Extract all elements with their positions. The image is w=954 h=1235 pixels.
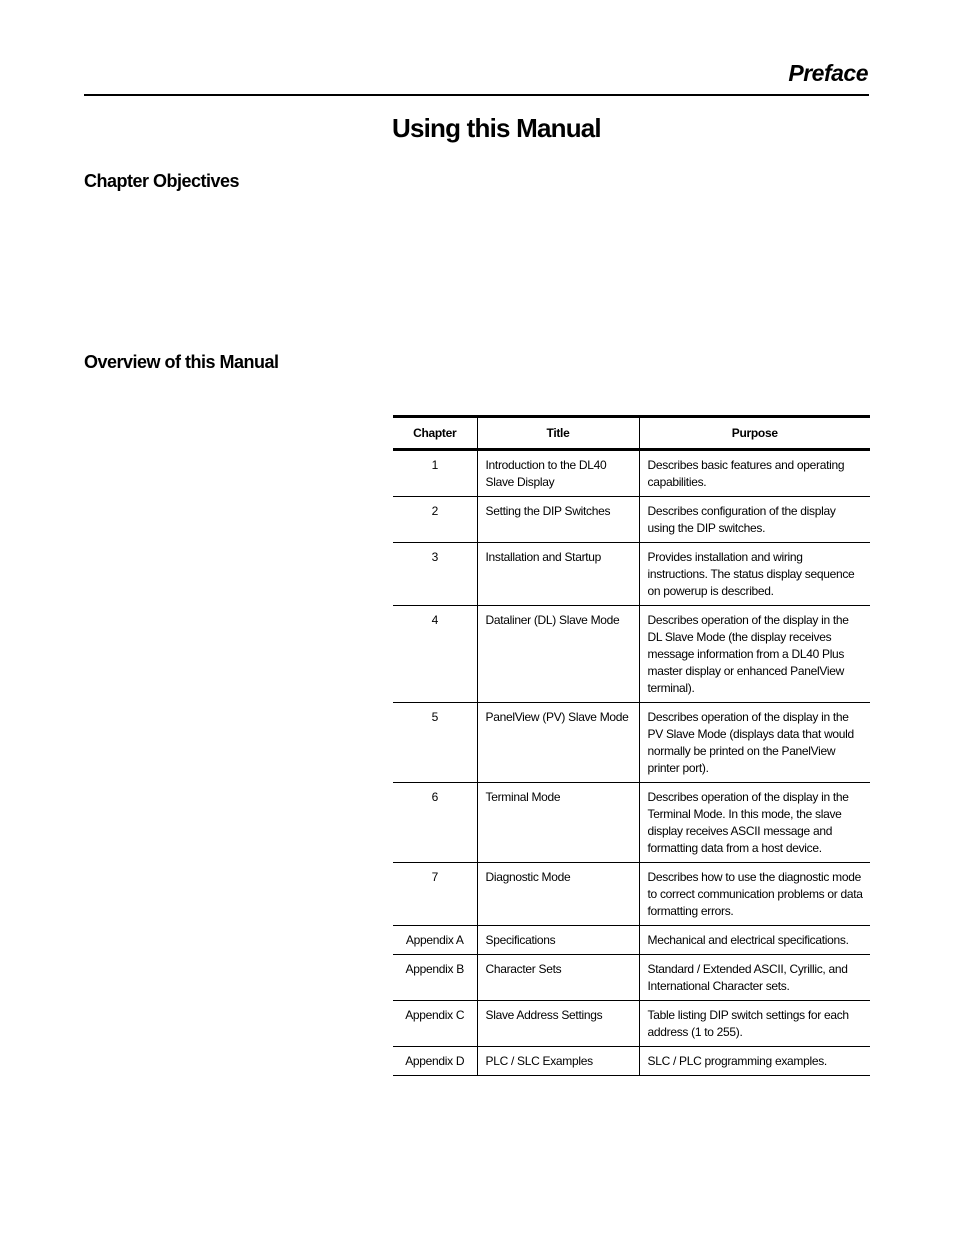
cell-chapter: 1 [431,458,438,472]
table-header-row [393,417,870,450]
cell-title: Character Sets [477,955,639,1001]
column-header-purpose: Purpose [639,417,870,450]
cell-chapter: 7 [431,870,438,884]
cell-title: Specifications [477,926,639,955]
cell-title: Introduction to the DL40 Slave Display [477,450,639,497]
cell-chapter: 5 [431,710,438,724]
cell-chapter: Appendix B [405,962,464,976]
column-header-chapter: Chapter [413,425,457,440]
header-rule [84,94,869,96]
cell-title: Installation and Startup [477,543,639,606]
cell-purpose: Describes operation of the display in the PV Slave Mode (displays data that would normally be printed on the PanelView printer port). [639,703,870,783]
cell-chapter: Appendix D [405,1054,465,1068]
section-heading-chapter-objectives: Chapter Objectives [84,171,240,191]
table-row [393,955,870,1001]
cell-title: PLC / SLC Examples [477,1047,639,1076]
table-row [393,1001,870,1047]
section-heading-overview: Overview of this Manual [84,352,279,372]
cell-chapter: Appendix A [405,933,464,947]
page-title: Using this Manual [392,113,601,143]
table-row [393,926,870,955]
table-row [393,606,870,703]
cell-title: Diagnostic Mode [477,863,639,926]
cell-purpose: Mechanical and electrical specifications. [639,926,870,955]
cell-chapter: 3 [431,550,438,564]
cell-purpose: Standard / Extended ASCII, Cyrillic, and International Character sets. [639,955,870,1001]
cell-purpose: Describes configuration of the display using the DIP switches. [639,497,870,543]
column-header-title: Title [477,417,639,450]
cell-title: Slave Address Settings [477,1001,639,1047]
cell-purpose: Describes how to use the diagnostic mode to correct communication problems or data formatting errors. [639,863,870,926]
cell-chapter: Appendix C [405,1008,465,1022]
table-row [393,783,870,863]
cell-purpose: Table listing DIP switch settings for each address (1 to 255). [639,1001,870,1047]
cell-chapter: 6 [431,790,438,804]
chapter-table-container [393,415,870,1076]
cell-title: PanelView (PV) Slave Mode [477,703,639,783]
table-row [393,497,870,543]
table-row [393,543,870,606]
cell-title: Dataliner (DL) Slave Mode [477,606,639,703]
cell-title: Setting the DIP Switches [477,497,639,543]
table-row [393,1047,870,1076]
cell-purpose: SLC / PLC programming examples. [639,1047,870,1076]
cell-title: Terminal Mode [477,783,639,863]
cell-chapter: 2 [431,504,438,518]
running-header-title: Preface [788,60,868,86]
cell-chapter: 4 [431,613,438,627]
table-row [393,703,870,783]
cell-purpose: Describes operation of the display in the Terminal Mode. In this mode, the slave display receives ASCII message and formatting data from a host device. [639,783,870,863]
cell-purpose: Provides installation and wiring instructions. The status display sequence on powerup is described. [639,543,870,606]
table-row [393,863,870,926]
cell-purpose: Describes basic features and operating capabilities. [639,450,870,497]
cell-purpose: Describes operation of the display in the DL Slave Mode (the display receives message information from a DL40 Plus master display or enhanced PanelView terminal). [639,606,870,703]
chapter-table [393,415,870,1076]
table-row [393,450,870,497]
